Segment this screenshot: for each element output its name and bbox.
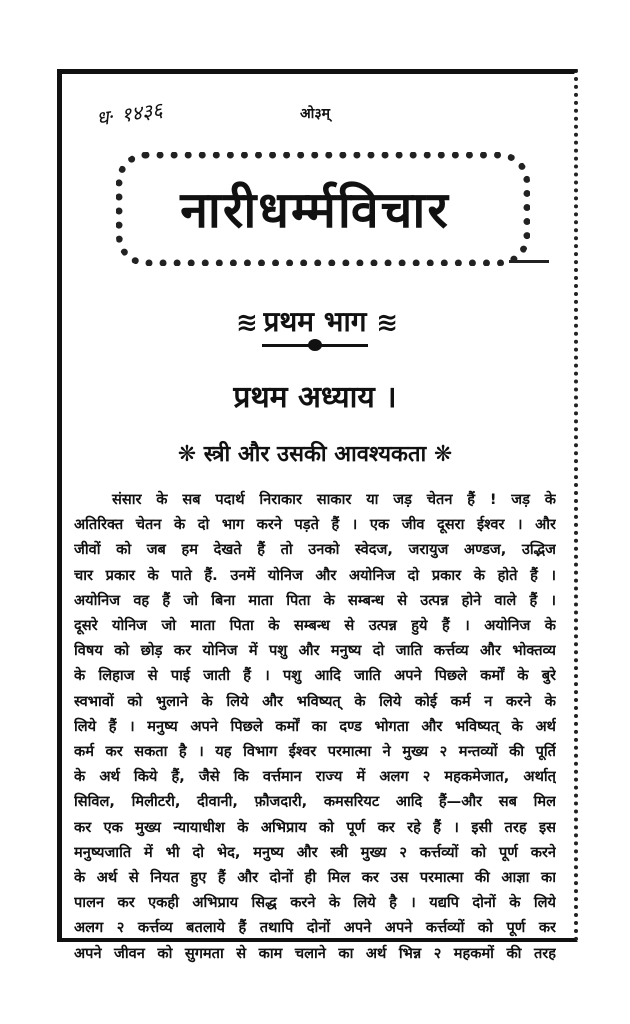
body-line: मनुष्यजाति में भी दो भेद, मनुष्य और स्त्री मुख्य २ कर्त्तव्यों को पूर्ण करने — [74, 843, 556, 861]
body-line: के अर्थ से नियत हुए हैं और दोनों ही मिल कर उस परमात्मा की आज्ञा का — [74, 869, 556, 887]
book-title: नारीधर्म्मविचार — [180, 181, 450, 239]
body-paragraph — [74, 487, 556, 966]
body-line: के लिहाज से पाई जाती हैं । पशु आदि जाति अपने पिछले कर्मों के बुरे — [74, 667, 556, 685]
part-heading — [0, 302, 630, 340]
body-line: के अर्थ किये हैं, जैसे कि वर्त्तमान राज्य में अलग २ महकमेजात, अर्थात् — [74, 768, 556, 786]
body-line: अलग २ कर्त्तव्य बतलाये हैं तथापि दोनों अपने अपने कर्त्तव्यों को पूर्ण कर — [74, 919, 556, 937]
invocation-om: ओ३म् — [300, 106, 330, 122]
body-line: अयोनिज वह हैं जो बिना माता पिता के सम्बन्ध से उत्पन्न होने वाले हैं । — [74, 591, 556, 609]
body-line: विषय को छोड़ कर योनिज में पशु और मनुष्य दो जाति कर्त्तव्य और भोक्तव्य — [74, 642, 556, 660]
body-line: स्वभावों को भुलाने के लिये और भविष्यत् के लिये कोई कर्म न करने के — [74, 692, 556, 710]
section-heading: ❋ स्त्री और उसकी आवश्यकता ❋ — [177, 442, 453, 467]
part-label: प्रथम भाग — [263, 305, 367, 338]
divider-knot-icon — [308, 339, 322, 351]
body-line: अतिरिक्त चेतन के दो भाग करने पड़ते हैं । एक जीव दूसरा ईश्वर । और — [74, 516, 556, 534]
body-line: अपने जीवन को सुगमता से काम चलाने का अर्थ भिन्न २ महकमों की तरह — [74, 944, 556, 962]
body-line: संसार के सब पदार्थ निराकार साकार या जड़ चेतन हैं ! जड़ के — [112, 491, 556, 508]
flourish-right-icon: ≋ — [376, 308, 395, 338]
flourish-left-icon: ≋ — [235, 308, 254, 338]
chapter-heading: प्रथम अध्याय । — [233, 380, 397, 415]
ornamental-divider — [262, 344, 368, 347]
body-line: चार प्रकार के पाते हैं. उनमें योनिज और अयोनिज दो प्रकार के होते हैं । — [74, 566, 556, 584]
body-line: कर एक मुख्य न्यायाधीश के अभिप्राय को पूर्ण कर रहे हैं । इसी तरह इस — [74, 818, 556, 836]
body-line: जीवों को जब हम देखते हैं तो उनको स्वेदज, जरायुज अण्डज, उद्भिज — [74, 541, 556, 559]
handwritten-accession-number: ध· १४३६ — [94, 97, 165, 131]
body-line: सिविल, मिलीटरी, दीवानी, फ़ौजदारी, कमसरियट आदि हैं—और सब मिल — [74, 793, 556, 811]
body-line: कर्म कर सकता है । यह विभाग ईश्वर परमात्मा ने मुख्य २ मन्तव्यों की पूर्ति — [74, 743, 556, 761]
body-line: लिये हैं । मनुष्य अपने पिछले कर्मों का दण्ड भोगता और भविष्यत् के अर्थ — [74, 717, 556, 735]
body-line: पालन कर एकही अभिप्राय सिद्ध करने के लिये है । यद्यपि दोनों के लिये — [74, 894, 556, 912]
body-line: दूसरे योनिज जो माता पिता के सम्बन्ध से उत्पन्न हुये हैं । अयोनिज के — [74, 617, 556, 635]
